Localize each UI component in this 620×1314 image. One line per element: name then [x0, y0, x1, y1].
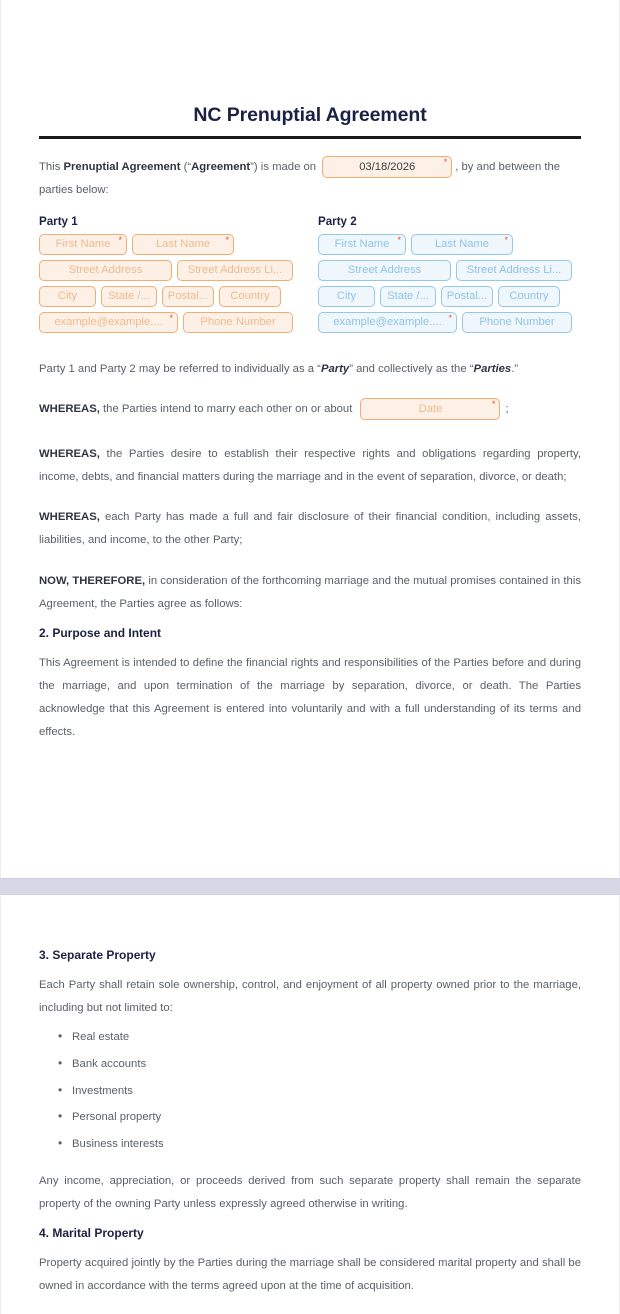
page-break-separator [0, 878, 620, 895]
marriage-date-input[interactable] [360, 398, 500, 420]
party-1-country-input[interactable]: Country [219, 286, 281, 307]
party-2-locality-row [318, 286, 581, 307]
required-asterisk: * [397, 235, 401, 246]
required-asterisk: * [491, 399, 496, 410]
list-item: • Personal property [72, 1110, 581, 1125]
title-divider [39, 136, 581, 139]
recital-marry-clause [39, 398, 581, 421]
intro-suffix: , by and between the [455, 161, 561, 173]
required-asterisk: * [443, 157, 448, 168]
page-2-top-spacer [39, 895, 581, 948]
party-2-phone-input[interactable]: Phone Number [462, 312, 572, 333]
recital-rights-bold: WHEREAS, [39, 447, 100, 460]
required-asterisk: * [448, 313, 452, 324]
party-2-last-name-placeholder: Last Name [434, 238, 490, 251]
party-1-name-row [39, 234, 302, 255]
party-1-state-input[interactable]: State /... [101, 286, 157, 307]
recital-marry-suffix: ; [505, 403, 509, 416]
page-top-spacer [39, 0, 581, 104]
party-1-street-row [39, 260, 302, 281]
required-asterisk: * [504, 235, 508, 246]
recital-disclosure-text: each Party has made a full and fair disclosure of their financial condition, including assets, liabilities, and income, to the other Party; [39, 511, 581, 547]
party-2-name-row [318, 234, 581, 255]
required-asterisk: * [225, 235, 229, 246]
section-body-separate-property: Each Party shall retain sole ownership, control, and enjoyment of all property owned prior to the marriage, including but not limited to: [39, 979, 581, 1015]
list-item: • Business interests [72, 1137, 581, 1152]
party-2-email-placeholder: example@example.... [333, 316, 442, 329]
now-therefore-text: in consideration of the forthcoming marriage and the mutual promises contained in this Agreement, the Parties agree as follows: [39, 574, 581, 610]
party-1-heading: Party 1 [39, 215, 78, 229]
section-body-separate-property-after: Any income, appreciation, or proceeds derived from such separate property shall remain the separate property of the owning Party unless expressly agreed otherwise in writing. [39, 1174, 581, 1210]
definition-clause [39, 358, 581, 381]
recital-marry-text: the Parties intend to marry each other on or about [99, 403, 356, 416]
party-2-last-name-input[interactable] [411, 234, 513, 255]
intro-mid-2: ”) is made on [250, 161, 320, 173]
intro-line-2: parties below: [39, 183, 109, 196]
section-heading-marital-property: 4. Marital Property [39, 1225, 144, 1240]
section-body-purpose-and-intent: This Agreement is intended to define the financial rights and responsibilities of the Parties before and during the marriage, and upon termination of the marriage by separation, divorce, or death. The Parties acknowledge that this Agreement is entered into voluntarily and with a full understanding of its terms and effects. [39, 656, 581, 739]
definition-italic-parties: Parties [473, 363, 512, 376]
party-1-email-input[interactable] [39, 312, 178, 333]
intro-paragraph [39, 156, 581, 201]
party-2-postal-input[interactable]: Postal... [441, 286, 493, 307]
party-1-first-name-placeholder: First Name [55, 238, 111, 251]
required-asterisk: * [118, 235, 122, 246]
party-1-street-address-2-input[interactable]: Street Address Li... [177, 260, 293, 281]
definition-part-2: ” and collectively as the “ [349, 363, 474, 376]
recital-now-therefore [39, 570, 581, 616]
party-2-street-address-2-input[interactable]: Street Address Li... [456, 260, 572, 281]
list-item: • Real estate [72, 1030, 581, 1045]
recital-disclosure-clause [39, 506, 581, 552]
party-1-contact-row [39, 312, 302, 333]
party-2-country-input[interactable]: Country [498, 286, 560, 307]
list-item: • Bank accounts [72, 1057, 581, 1072]
party-2-street-row [318, 260, 581, 281]
party-1-email-placeholder: example@example.... [54, 316, 163, 329]
intro-mid-1: (“ [180, 161, 192, 173]
now-therefore-bold: NOW, THEREFORE, [39, 574, 146, 587]
party-2-email-input[interactable] [318, 312, 457, 333]
definition-italic-party: Party [320, 363, 350, 376]
party-1-locality-row [39, 286, 302, 307]
party-1-last-name-input[interactable] [132, 234, 234, 255]
section-body-marital-property: Property acquired jointly by the Parties during the marriage shall be considered marital property and shall be owned in accordance with the terms agreed upon at the time of acquisition. [39, 1256, 581, 1293]
party-2-first-name-input[interactable] [318, 234, 406, 255]
party-2-city-input[interactable]: City [318, 286, 375, 307]
party-2-street-address-input[interactable]: Street Address [318, 260, 451, 281]
party-1-last-name-placeholder: Last Name [155, 238, 211, 251]
party-1-first-name-input[interactable] [39, 234, 127, 255]
required-asterisk: * [169, 313, 173, 324]
document-page-2 [0, 895, 620, 1314]
party-2-state-input[interactable]: State /... [380, 286, 436, 307]
party-1-phone-input[interactable]: Phone Number [183, 312, 293, 333]
party-2-heading: Party 2 [318, 215, 357, 229]
agreement-date-input[interactable] [322, 156, 452, 178]
page-title: NC Prenuptial Agreement [193, 104, 427, 126]
recital-rights-text: the Parties desire to establish their respective rights and obligations regarding property, income, debts, and financial matters during the marriage and in the event of separation, divorce, or death; [39, 447, 581, 484]
agreement-date-value: 03/18/2026 [359, 161, 416, 174]
section-heading-separate-property: 3. Separate Property [39, 948, 156, 962]
recital-rights-clause [39, 443, 581, 489]
list-item: • Investments [72, 1084, 581, 1099]
party-1-column [39, 215, 302, 338]
marriage-date-placeholder: Date [418, 403, 443, 416]
definition-part-1: Party 1 and Party 2 may be referred to individually as a “ [39, 363, 321, 376]
party-1-street-address-input[interactable]: Street Address [39, 260, 172, 281]
intro-bold-defined-term: Agreement [191, 161, 251, 173]
recital-marry-bold: WHEREAS, [39, 403, 100, 416]
party-columns [39, 215, 581, 338]
separate-property-list [39, 1030, 581, 1151]
definition-part-3: .” [511, 363, 519, 376]
party-1-postal-input[interactable]: Postal... [162, 286, 214, 307]
recital-disclosure-bold: WHEREAS, [39, 511, 100, 524]
party-1-city-input[interactable]: City [39, 286, 96, 307]
intro-bold-agreement: Prenuptial Agreement [63, 161, 181, 173]
party-2-contact-row [318, 312, 581, 333]
intro-prefix: This [39, 161, 64, 173]
party-2-first-name-placeholder: First Name [334, 238, 390, 251]
party-2-column [318, 215, 581, 338]
section-heading-purpose-and-intent: 2. Purpose and Intent [39, 625, 162, 640]
